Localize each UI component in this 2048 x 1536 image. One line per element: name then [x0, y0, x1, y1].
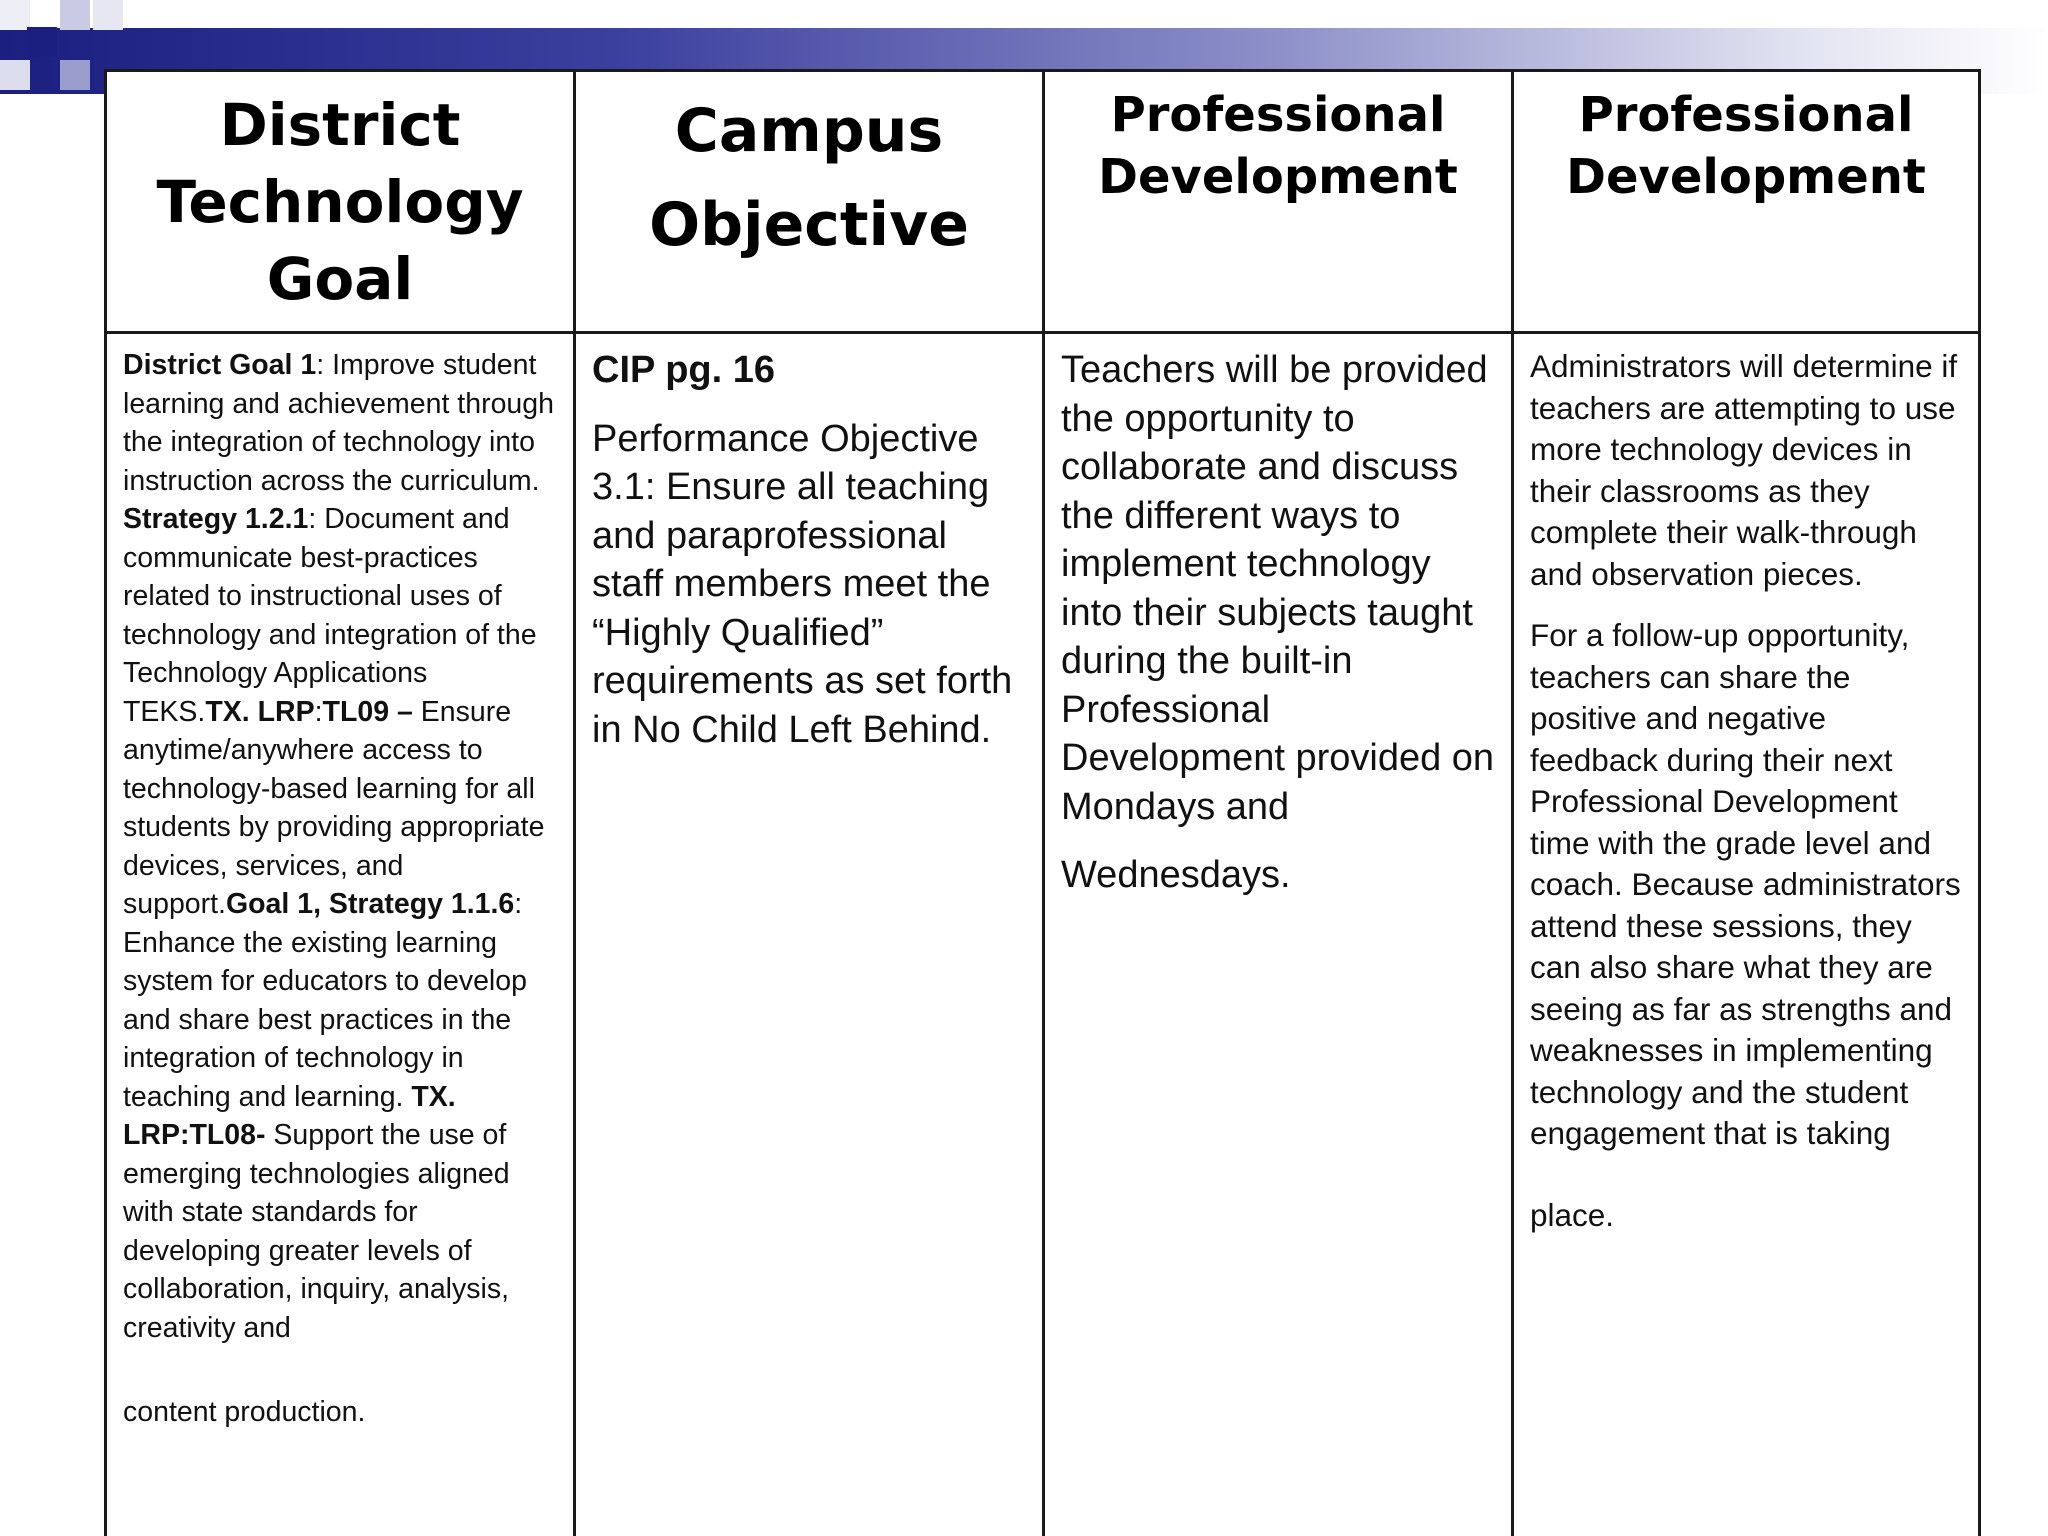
decor-square [60, 60, 90, 90]
goal-strategy-description: : Enhance the existing learning system for educators to develop and share best practices in the integration of technology in teaching and learning. [123, 888, 527, 1113]
header-campus-objective: Campus Objective [575, 71, 1044, 333]
tl09-description: Ensure anytime/anywhere access to technology-based learning for all students by providing appropriate devices, services, and support. [123, 695, 545, 920]
strategy-label: Strategy 1.2.1 [123, 503, 309, 535]
district-goal-cell [106, 333, 575, 1536]
cip-page-label: CIP pg. 16 [592, 349, 776, 391]
strategy-description: : Document and communicate best-practices related to instructional uses of technology and integration of the Technology Applications TEKS. [123, 503, 537, 728]
decor-square [60, 0, 90, 30]
header-row [106, 71, 1980, 333]
admin-pd-tail: place. [1530, 1196, 1615, 1233]
teacher-pd-text: Teachers will be provided the opportunity to collaborate and discuss the different ways to implement technology into their subjects taught during the built-in Professional Development provided on Mondays and [1061, 349, 1495, 828]
district-goal-tail: content production. [123, 1396, 366, 1428]
content-row [106, 333, 1980, 1536]
header-district-technology-goal: District Technology Goal [106, 71, 575, 333]
admin-pd-paragraph-1: Administrators will determine if teachers are attempting to use more technology devices in their classrooms as they complete their walk-through and observation pieces. [1530, 348, 1958, 592]
header-professional-development: Professional Development [1044, 71, 1513, 333]
performance-objective-text: Performance Objective 3.1: Ensure all teaching and paraprofessional staff members meet the “Highly Qualified” requirements as set forth in No Child Left Behind. [592, 417, 1013, 751]
tl09-label: TL09 – [322, 695, 413, 728]
tl08-description: Support the use of emerging technologies aligned with state standards for developing greater levels of collaboration, inquiry, analysis, creativity and [123, 1119, 510, 1344]
tl08-label: TX. LRP:TL08- [123, 1080, 456, 1151]
technology-plan-table [104, 69, 1981, 1536]
decor-square [27, 27, 57, 57]
admin-pd-cell [1513, 333, 1980, 1536]
district-goal-label: District Goal 1 [123, 349, 317, 381]
decor-square [0, 0, 30, 30]
district-goal-text [123, 346, 557, 1347]
cip-page-ref [592, 346, 1026, 395]
goal-strategy-label: Goal 1, Strategy 1.1.6 [225, 888, 515, 920]
lrp-label: TX. LRP [205, 695, 315, 728]
lrp-separator: : [314, 695, 323, 728]
header-professional-development-2: Professional Development [1513, 71, 1980, 333]
teacher-pd-tail: Wednesdays. [1061, 854, 1291, 896]
decor-square [93, 0, 123, 30]
admin-pd-paragraph-2: For a follow-up opportunity, teachers can share the positive and negative feedback during their next Professional Development time with the grade level and coach. Because administrators attend these sessions, they can also share what they are seeing as far as strengths and weaknesses in implementing technology and the student engagement that is taking [1530, 617, 1961, 1151]
campus-objective-cell [575, 333, 1044, 1536]
decor-square [0, 60, 30, 90]
teacher-pd-cell [1044, 333, 1513, 1536]
district-goal-description: : Improve student learning and achievement through the integration of technology into instruction across the curriculum. [123, 349, 554, 497]
